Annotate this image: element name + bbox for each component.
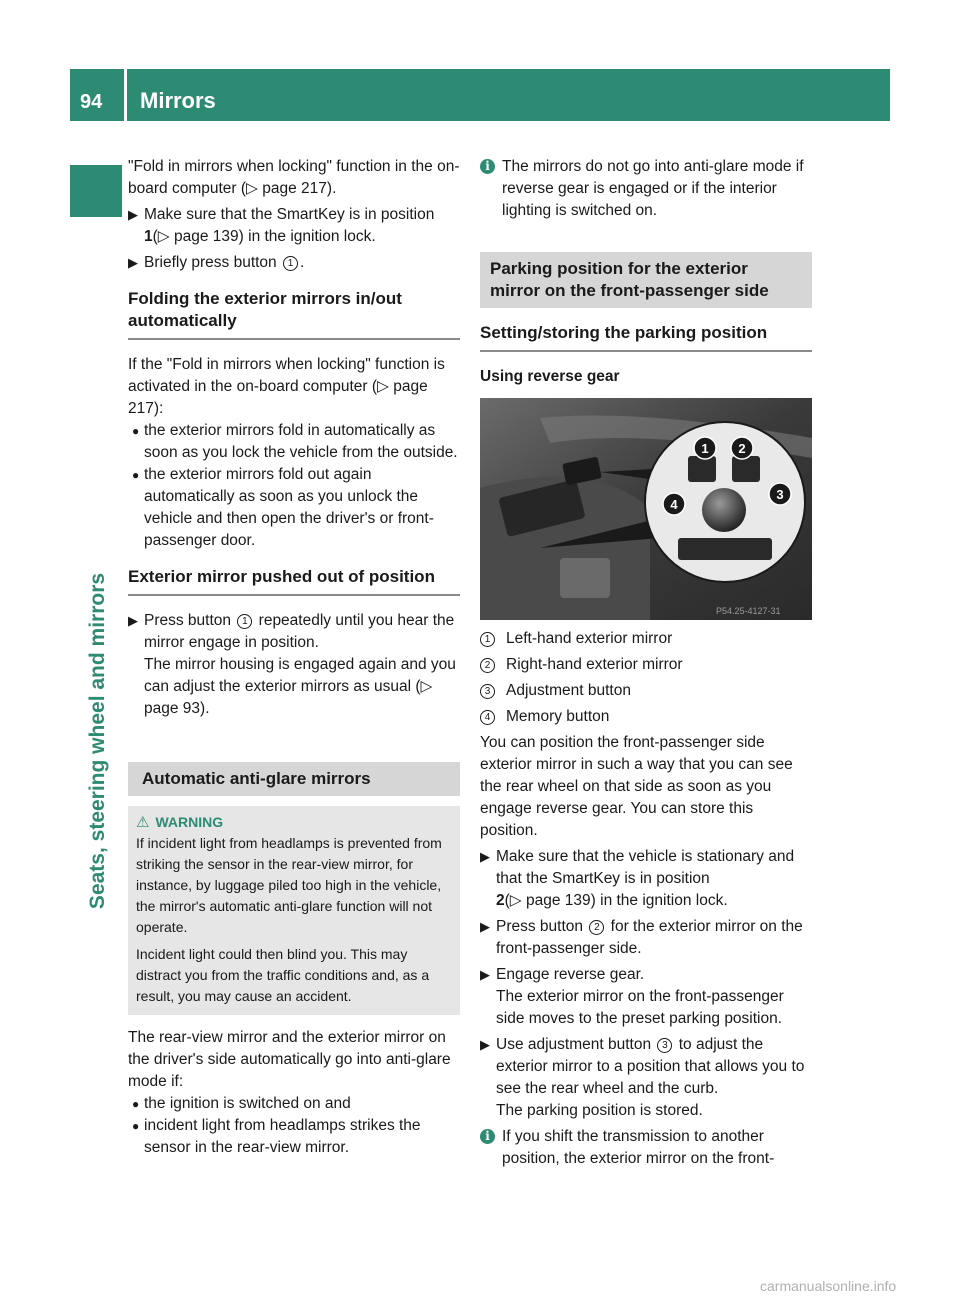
info-note: i If you shift the transmission to another position, the exterior mirror on the front-	[480, 1126, 812, 1170]
legend-item: 2 Right-hand exterior mirror	[480, 654, 812, 676]
warning-box	[128, 806, 460, 1015]
callout-4-icon: 4	[480, 710, 495, 725]
legend-list	[480, 628, 812, 728]
warning-header: ⚠ WARNING	[136, 814, 224, 831]
svg-text:2: 2	[738, 441, 746, 456]
header-divider	[124, 69, 127, 121]
svg-text:3: 3	[776, 487, 784, 502]
side-tab-marker	[70, 165, 122, 217]
arrow-icon: ▶	[480, 849, 490, 864]
step-press-button-2: ▶ Press button 2 for the exterior mirror on the front-passenger side.	[480, 918, 803, 957]
warning-triangle-icon: ⚠	[136, 814, 150, 831]
arrow-icon: ▶	[480, 967, 490, 982]
intro-text: "Fold in mirrors when locking" function in the on-board computer (▷ page 217).	[128, 158, 460, 197]
page-title: Mirrors	[140, 88, 216, 113]
arrow-icon: ▶	[480, 1037, 490, 1052]
info-icon: i	[480, 1129, 495, 1144]
list-item: ● the ignition is switched on and	[132, 1095, 351, 1112]
step-press-repeatedly: ▶ Press button 1 repeatedly until you hear the mirror engage in position. The mirror housing is engaged again and you can adjust the exterior mirrors as usual (▷ page 93).	[128, 612, 456, 717]
warning-text: If incident light from headlamps is prevented from striking the sensor in the rear-view mirror, for instance, by luggage piled too high in the vehicle, the mirror's automatic anti-glare function will not operate.	[136, 835, 442, 935]
arrow-icon: ▶	[128, 255, 138, 270]
callout-2-icon: 2	[589, 920, 604, 935]
callout-1-icon: 1	[237, 614, 252, 629]
list-item: ● the exterior mirrors fold out again automatically as soon as you unlock the vehicle and then open the driver's or front-passenger door.	[132, 466, 434, 549]
legend-item: 3 Adjustment button	[480, 680, 812, 702]
info-note: i The mirrors do not go into anti-glare mode if reverse gear is engaged or if the interior lighting is switched on.	[480, 156, 812, 222]
heading-anti-glare: Automatic anti-glare mirrors	[128, 762, 460, 796]
callout-1-icon: 1	[283, 256, 298, 271]
right-column	[480, 156, 812, 1170]
list-item: ● the exterior mirrors fold in automatically as soon as you lock the vehicle from the outside.	[132, 422, 458, 461]
callout-2-icon: 2	[480, 658, 495, 673]
fold-intro: If the "Fold in mirrors when locking" function is activated in the on-board computer (▷ page 217):	[128, 356, 445, 417]
svg-text:4: 4	[670, 497, 678, 512]
glare-intro: The rear-view mirror and the exterior mirror on the driver's side automatically go into anti-glare mode if:	[128, 1029, 451, 1090]
list-item: ● incident light from headlamps strikes the sensor in the rear-view mirror.	[132, 1117, 421, 1156]
heading-folding: Folding the exterior mirrors in/out automatically	[128, 288, 460, 340]
step-engage-reverse: ▶ Engage reverse gear. The exterior mirror on the front-passenger side moves to the preset parking position.	[480, 966, 784, 1027]
warning-text: Incident light could then blind you. This may distract you from the traffic conditions and, as a result, you may cause an accident.	[136, 946, 430, 1004]
photo-code: P54.25-4127-31	[716, 606, 781, 616]
step-adjust: ▶ Use adjustment button 3 to adjust the exterior mirror to a position that allows you to see the rear wheel and the curb. The parking position is stored.	[480, 1036, 805, 1119]
arrow-icon: ▶	[128, 207, 138, 222]
legend-item: 4 Memory button	[480, 706, 812, 728]
footer-watermark: carmanualsonline.info	[760, 1278, 897, 1294]
callout-3-icon: 3	[657, 1038, 672, 1053]
page-number: 94	[80, 91, 103, 113]
step-stationary: ▶ Make sure that the vehicle is stationary and that the SmartKey is in position 2(▷ page 139) in the ignition lock.	[480, 848, 795, 909]
step-press-button: ▶ Briefly press button 1 .	[128, 252, 460, 274]
door-panel-photo	[480, 398, 812, 620]
left-column	[128, 156, 460, 1159]
arrow-icon: ▶	[128, 613, 138, 628]
heading-pushed-out: Exterior mirror pushed out of position	[128, 566, 460, 596]
legend-item: 1 Left-hand exterior mirror	[480, 628, 812, 650]
callout-3-icon: 3	[480, 684, 495, 699]
position-intro: You can position the front-passenger side exterior mirror in such a way that you can see the rear wheel on that side as soon as you engage reverse gear. You can store this position.	[480, 734, 793, 839]
heading-setting-storing: Setting/storing the parking position	[480, 322, 812, 352]
arrow-icon: ▶	[480, 919, 490, 934]
step-smartkey: ▶ Make sure that the SmartKey is in position 1(▷ page 139) in the ignition lock.	[128, 206, 435, 245]
heading-parking-position: Parking position for the exterior mirror on the front-passenger side	[480, 252, 812, 308]
svg-text:1: 1	[701, 441, 709, 456]
callout-1-icon: 1	[480, 632, 495, 647]
info-icon: i	[480, 159, 495, 174]
heading-reverse-gear: Using reverse gear	[480, 368, 620, 385]
